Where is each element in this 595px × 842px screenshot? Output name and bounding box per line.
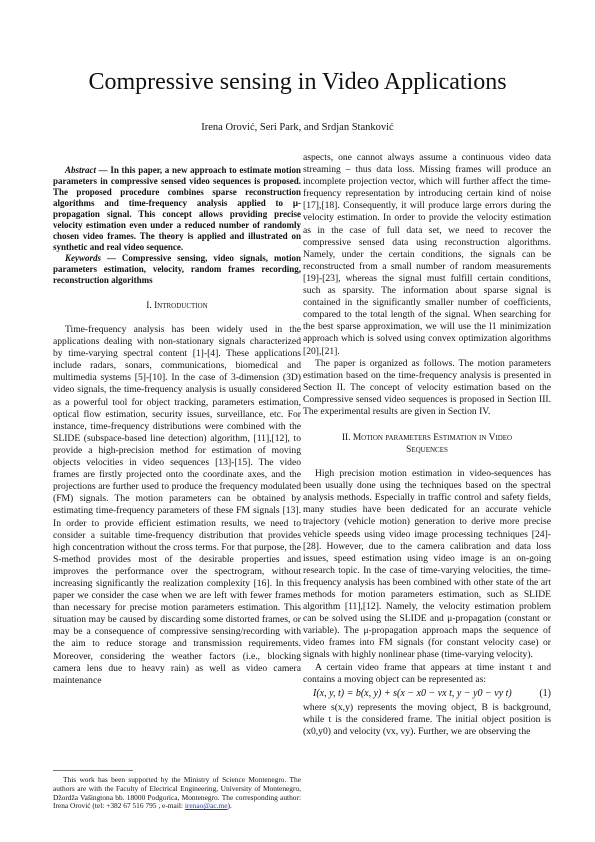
footnote-end: ).	[227, 801, 232, 811]
equation-1	[303, 688, 551, 700]
abstract	[53, 165, 301, 253]
section-2-paragraph-1: High precision motion estimation in video-sequences has been usually done using the techniques based on the spectral analysis methods. Especially in traffic control and safety fields, many studies have been dedicated for an accurate vehicle trajectory (vehicle motion) generation to derive more precise vehicle speeds using video image processing techniques [24]-[28]. However, due to the camera calibration and data loss issues, speed estimation using video image is an on-going research topic. In the case of time-varying velocities, the time-frequency analysis has been combined with other state of the art methods for motion parameters estimation, such as SLIDE algorithm [11],[12]. Namely, the velocity estimation problem can be solved using the SLIDE and μ-propagation (constant or variable). The μ-propagation approach maps the sequence of video frames into FM signals (for constant velocity case) or signals with highly nonlinear phase (time-varying velocity).	[303, 468, 551, 661]
section-2-title-line-1: Motion parameters Estimation in Video	[352, 433, 513, 444]
section-2-title-line-2: Sequences	[406, 445, 448, 456]
section-1-paragraph-1: Time-frequency analysis has been widely used in the applications dealing with non-stationary signals characterized by time-varying spectral content [1]-[4]. These applications include radars, sonars, communications, biomedical and multimedia systems [5]-[10]. In the case of 3-dimension (3D) video signals, the time-frequency analysis is usually considered as a powerful tool for object tracking, parameters estimation, optical flow estimation, security issues, surveillance, etc. For instance, time-frequency distributions were combined with the SLIDE (subspace-based line detection) algorithm, [11],[12], to provide a high-precision method for estimation of moving objects velocities in video sequences [13]-[15]. The video frames are firstly projected onto the coordinate axes, and the projections are further used to produce the frequency modulated (FM) signals. The motion parameters can be obtained by estimating time-frequency parameters of these FM signals [13]. In order to provide efficient estimation results, we need to consider a suitable time-frequency distribution that provides high concentration without the cross terms. For that purpose, the S-method provides most of the desirable properties and improves the performance over the spectrogram, without increasing significantly the realization complexity [16]. In this paper we consider the case when we are left with fewer frames than necessary for precise motion parameters estimation. This situation may be caused by discarding some distorted frames, or may be a consequence of compressive sensing/recording with the aim to reduce storage and transmission requirements. Moreover, considering the weather factors (i.e., blocking camera lens due to heavy rain) as well as video camera maintenance	[53, 324, 301, 686]
paper-title: Compressive sensing in Video Applications	[88, 69, 507, 95]
section-2-paragraph-2: A certain video frame that appears at time instant t and contains a moving object can be represented as:	[303, 661, 551, 685]
left-column	[53, 165, 301, 687]
footnote-text: This work has been supported by the Ministry of Science Montenegro. The authors are with the Faculty of Electrical Engineering, University of Montenegro, Džordža Vašingtona bb. 18000 Podgorica, Montenegro. The corresponding author: Irena Orović (tel: +382 67 516 795 , e-mail:	[53, 775, 301, 811]
author-list: Irena Orović, Seri Park, and Srdjan Stanković	[201, 122, 394, 133]
abstract-text: In this paper, a new approach to estimate motion parameters in compressive sensed video sequences is proposed. The proposed procedure combines sparse reconstruction algorithms and time-frequency analysis applied to μ-propagation signal. This concept allows providing precise velocity estimation even under a reduced number of randomly chosen video frames. The theory is applied and illustrated on synthetic and real video sequence.	[53, 165, 301, 252]
right-column	[303, 152, 551, 738]
equation-1-body: I(x, y, t) = b(x, y) + s(x − x0 − vx t, y − y0 − vy t)	[313, 687, 512, 699]
intro-continuation-paragraph: aspects, one cannot always assume a continuous video data streaming – thus data loss. Missing frames will produce an incomplete projection vector, which will further affect the time-frequency representation by introducing certain kind of noise [17],[18]. Consequently, it will produce large errors during the velocity estimation. In order to provide the velocity estimation as in the case of full data set, we need to recover the compressive sensed data using reconstruction algorithms. Namely, under the certain conditions, the signals can be reconstructed from a small number of random measurements [19]-[23], whereas the signal must fulfill certain conditions, such as sparsity. The information about sparse signal is contained in the significantly smaller number of coefficients, compared to the total length of the signal. When searching for the best sparse approximation, we will use the l1 minimization approach which is solved using convex optimization algorithms [20],[21].	[303, 152, 551, 357]
section-2-heading	[303, 432, 551, 456]
section-2-paragraph-3: where s(x,y) represents the moving object, B is background, while t is the considered frame. The initial object position is (x0,y0) and velocity (vx, vy). Further, we are observing the	[303, 701, 551, 738]
section-1-heading	[53, 300, 301, 312]
section-2-number: II.	[341, 433, 351, 444]
organization-paragraph: The paper is organized as follows. The motion parameters estimation based on the time-frequency analysis is presented in Section II. The concept of velocity estimation based on the Compressive sensed video sequences is proposed in Section III. The experimental results are given in Section IV.	[303, 357, 551, 417]
footnote-email-link[interactable]: irenao@ac.me	[184, 801, 228, 811]
abstract-label: Abstract —	[65, 165, 108, 175]
section-1-number: I.	[146, 301, 152, 311]
footnote-rule	[53, 770, 133, 771]
footnote	[53, 776, 301, 811]
equation-1-number: (1)	[539, 687, 551, 699]
section-1-title: Introduction	[154, 301, 208, 311]
keywords	[53, 253, 301, 286]
keywords-text: — Compressive sensing, video signals, motion parameters estimation, velocity, random frames recording, reconstruction algorithms	[53, 253, 301, 285]
keywords-label: Keywords	[65, 253, 101, 263]
